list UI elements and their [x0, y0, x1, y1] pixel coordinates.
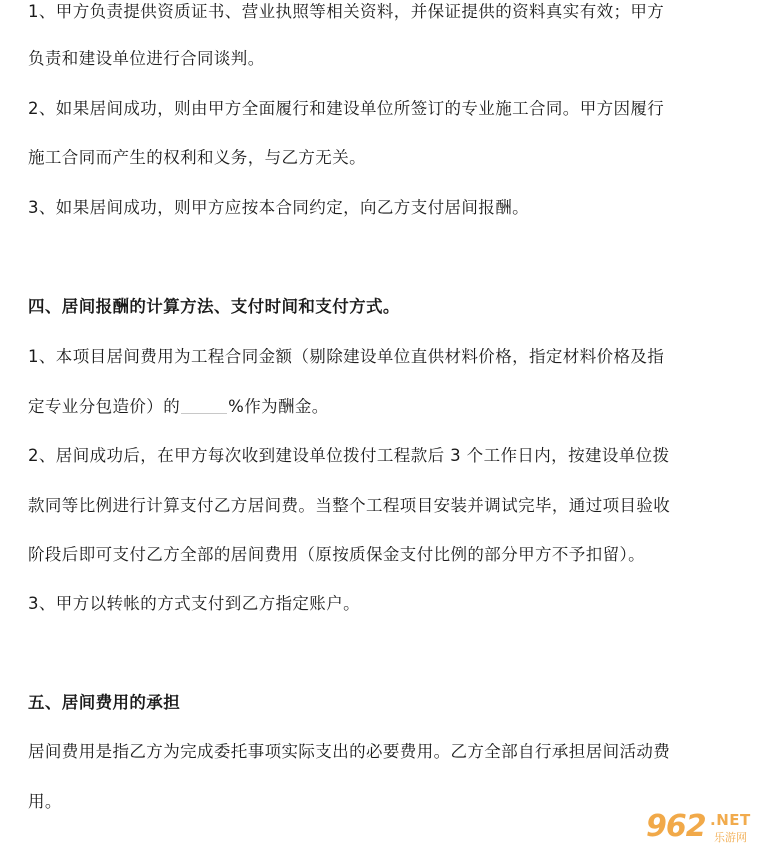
text-suffix: %作为酬金。 [228, 397, 329, 416]
paragraph-line: 负责和建设单位进行合同谈判。 [28, 49, 265, 68]
paragraph-line: 款同等比例进行计算支付乙方居间费。当整个工程项目安装并调试完毕，通过项目验收 [28, 496, 671, 515]
section-heading: 五、居间费用的承担 [28, 693, 181, 712]
paragraph-line: 3、如果居间成功，则甲方应按本合同约定，向乙方支付居间报酬。 [28, 198, 529, 217]
paragraph-line: 1、本项目居间费用为工程合同金额（剔除建设单位直供材料价格，指定材料价格及指 [28, 347, 665, 366]
watermark-domain: .NET [710, 811, 751, 829]
paragraph-line: 用。 [28, 792, 62, 811]
paragraph-line: 3、甲方以转帐的方式支付到乙方指定账户。 [28, 594, 360, 613]
watermark-logo [646, 809, 772, 849]
paragraph-line [28, 395, 754, 419]
fill-in-blank [181, 397, 227, 414]
paragraph-line: 1、甲方负责提供资质证书、营业执照等相关资料，并保证提供的资料真实有效；甲方 [28, 2, 665, 21]
paragraph-line: 居间费用是指乙方为完成委托事项实际支出的必要费用。乙方全部自行承担居间活动费 [28, 742, 671, 761]
section-heading: 四、居间报酬的计算方法、支付时间和支付方式。 [28, 297, 400, 316]
paragraph-line: 阶段后即可支付乙方全部的居间费用（原按质保金支付比例的部分甲方不予扣留）。 [28, 545, 646, 564]
paragraph-line: 2、居间成功后，在甲方每次收到建设单位拨付工程款后 3 个工作日内，按建设单位拨 [28, 446, 670, 465]
text-prefix: 定专业分包造价）的 [28, 397, 181, 416]
paragraph-line: 施工合同而产生的权利和义务，与乙方无关。 [28, 148, 366, 167]
watermark-number: 962 [646, 809, 706, 844]
paragraph-line: 2、如果居间成功，则由甲方全面履行和建设单位所签订的专业施工合同。甲方因履行 [28, 99, 665, 118]
watermark-site-name: 乐游网 [714, 831, 747, 844]
